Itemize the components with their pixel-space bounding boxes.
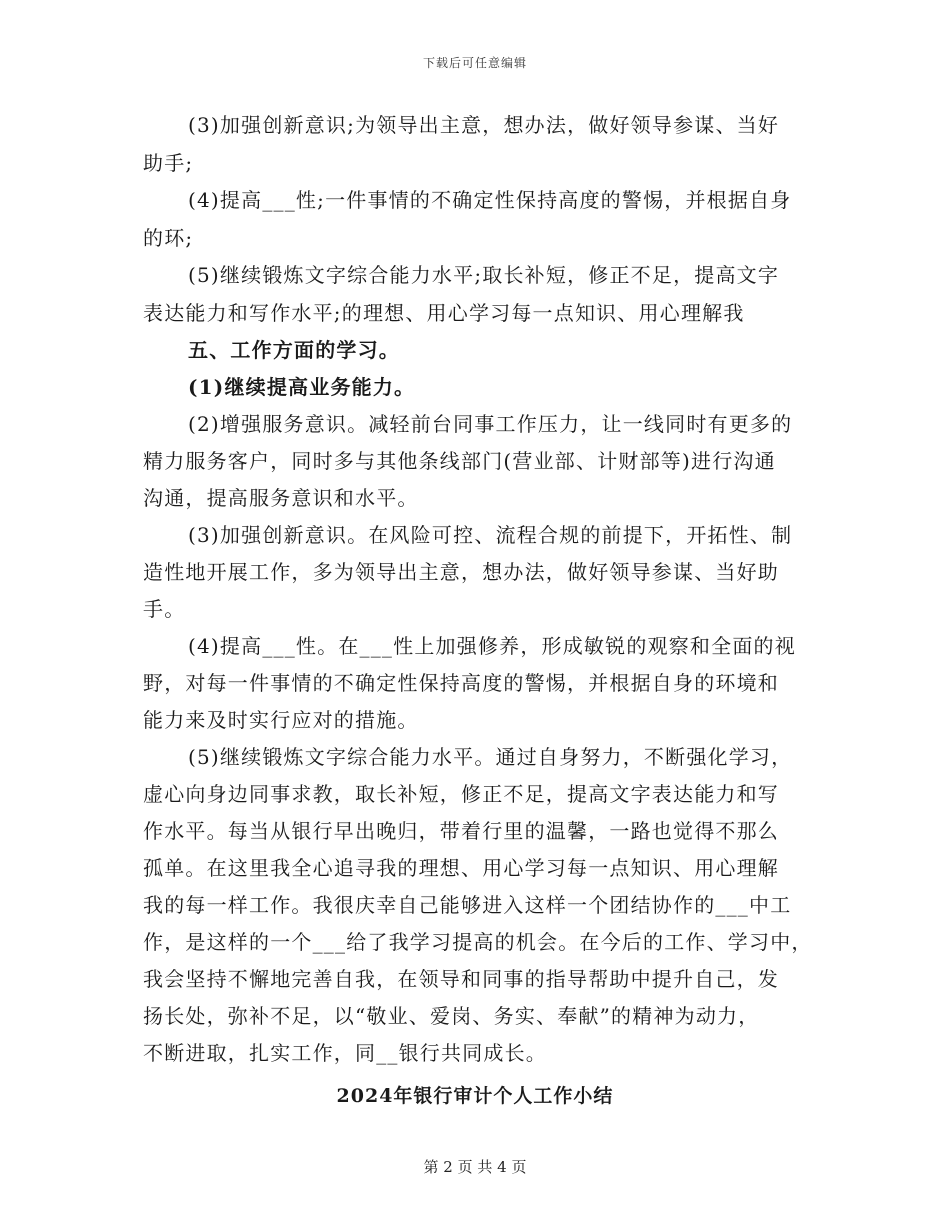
subsection-heading: (1)继续提高业务能力。 <box>188 375 416 399</box>
page-header: 下载后可任意编辑 <box>422 56 527 70</box>
paragraph-line: (3)加强创新意识。在风险可控、流程合规的前提下，开拓性、制 <box>188 523 793 547</box>
paragraph-line: 造性地开展工作，多为领导出主意，想办法，做好领导参谋、当好助 <box>143 560 779 584</box>
page-footer: 第 2 页 共 4 页 <box>423 1158 527 1176</box>
paragraph-line: 沟通，提高服务意识和水平。 <box>143 486 419 510</box>
paragraph-line: 精力服务客户，同时多与其他条线部门(营业部、计财部等)进行沟通 <box>143 449 776 473</box>
paragraph-line: 虚心向身边同事求教，取长补短，修正不足，提高文字表达能力和写 <box>143 782 779 806</box>
paragraph-line: (5)继续锻炼文字综合能力水平;取长补短，修正不足，提高文字 <box>188 263 780 287</box>
paragraph-line: (4)提高___性;一件事情的不确定性保持高度的警惕，并根据自身 <box>188 188 792 212</box>
paragraph-line: (2)增强服务意识。减轻前台同事工作压力，让一线同时有更多的 <box>188 412 793 436</box>
paragraph-line: 野，对每一件事情的不确定性保持高度的警惕，并根据自身的环境和 <box>143 671 779 695</box>
paragraph-line: 作，是这样的一个___给了我学习提高的机会。在今后的工作、学习中， <box>143 930 813 954</box>
paragraph-line: 扬长处，弥补不足，以“敬业、爱岗、务实、奉献”的精神为动力， <box>143 1004 760 1028</box>
paragraph-line: 助手; <box>143 151 194 175</box>
paragraph-line: 手。 <box>143 597 186 621</box>
paragraph-line: 作水平。每当从银行早出晚归，带着行里的温馨，一路也觉得不那么 <box>143 819 779 843</box>
section-title: 2024年银行审计个人工作小结 <box>336 1085 614 1107</box>
paragraph-line: 表达能力和写作水平;的理想、用心学习每一点知识、用心理解我 <box>143 301 745 325</box>
paragraph-line: (3)加强创新意识;为领导出主意，想办法，做好领导参谋、当好 <box>188 113 780 137</box>
paragraph-line: (4)提高___性。在___性上加强修养，形成敏锐的观察和全面的视 <box>188 634 796 658</box>
paragraph-line: 的环; <box>143 226 194 250</box>
paragraph-line: 我会坚持不懈地完善自我，在领导和同事的指导帮助中提升自己，发 <box>143 967 779 991</box>
section-heading: 五、工作方面的学习。 <box>188 338 400 362</box>
paragraph-line: 不断进取，扎实工作，同__银行共同成长。 <box>143 1041 547 1065</box>
paragraph-line: 我的每一样工作。我很庆幸自己能够进入这样一个团结协作的___中工 <box>143 893 792 917</box>
paragraph-line: 孤单。在这里我全心追寻我的理想、用心学习每一点知识、用心理解 <box>143 856 779 880</box>
paragraph-line: (5)继续锻炼文字综合能力水平。通过自身努力，不断强化学习， <box>188 745 793 769</box>
paragraph-line: 能力来及时实行应对的措施。 <box>143 708 419 732</box>
